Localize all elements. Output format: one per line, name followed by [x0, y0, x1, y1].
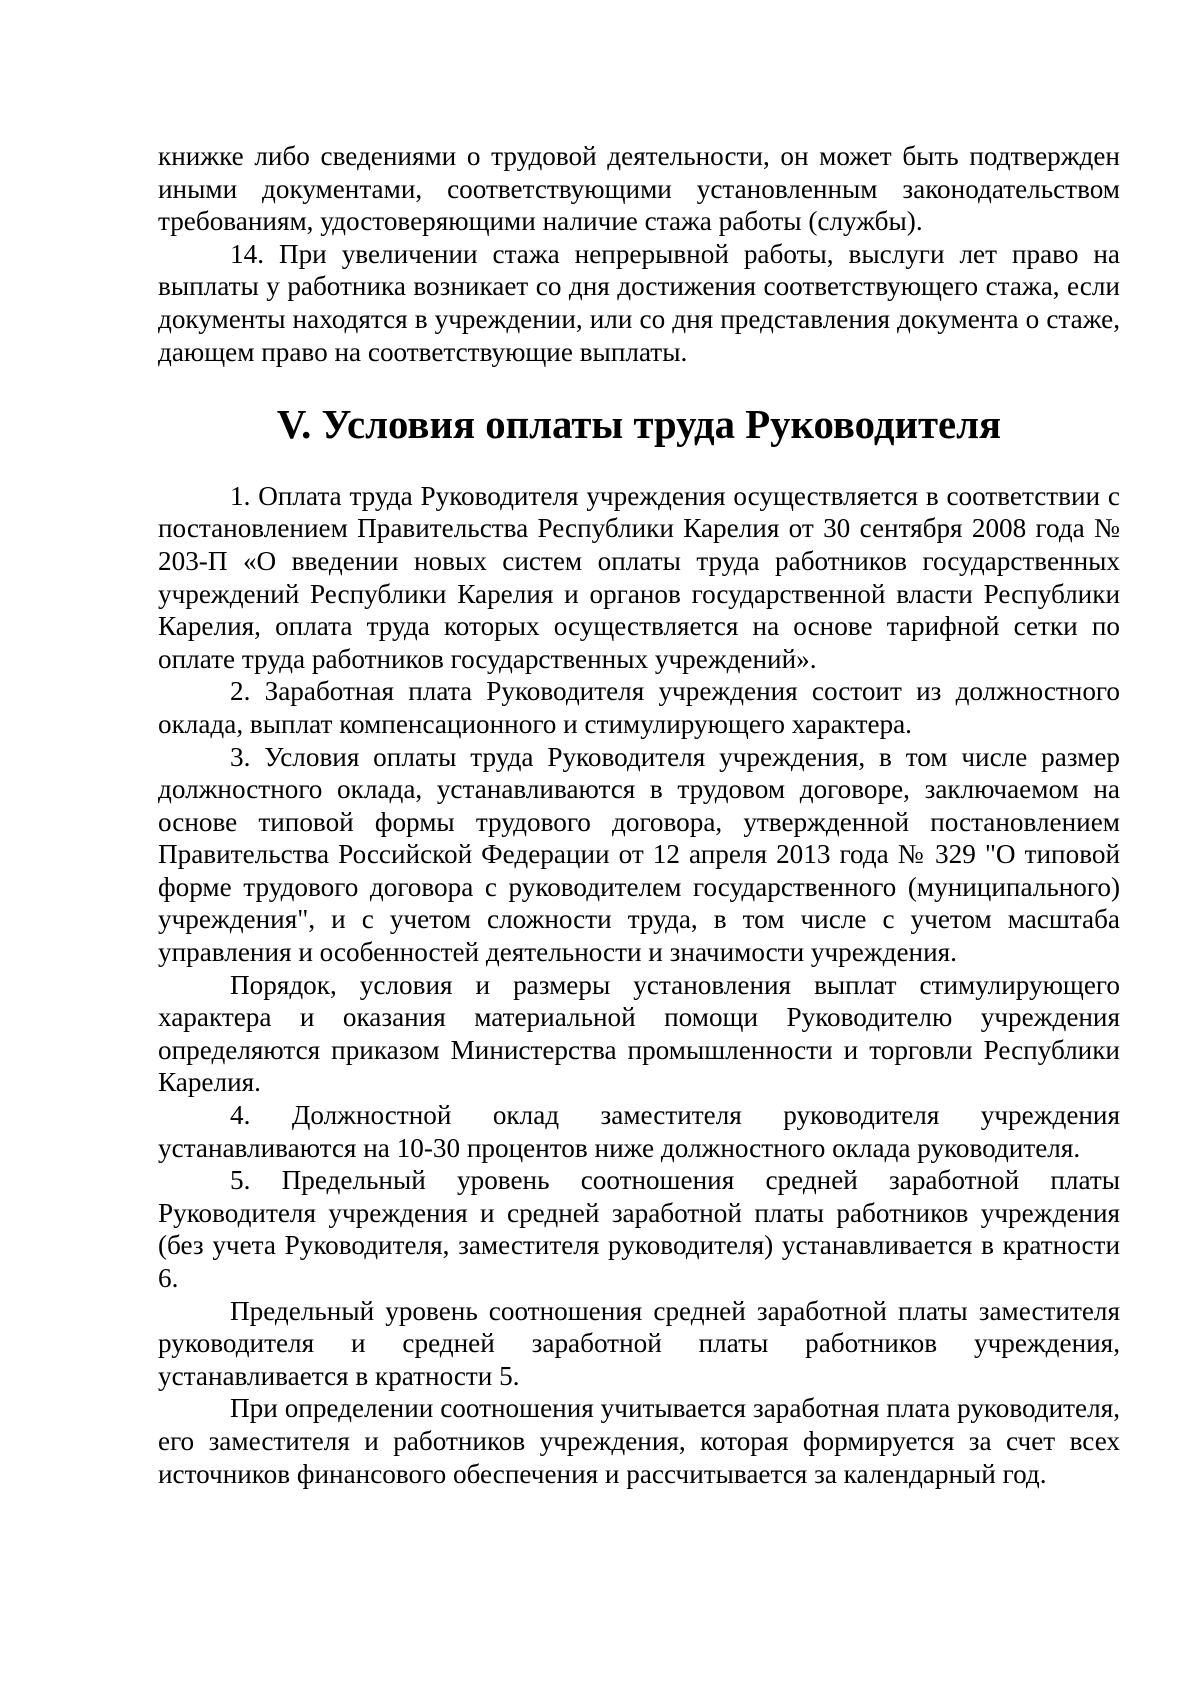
document-page — [158, 140, 1120, 1490]
paragraph-item-1: 1. Оплата труда Руководителя учреждения осуществляется в соответствии с постановлением Правительства Республики Карелия от 30 сентября 2008 года № 203-П «О введении новых систем оплаты труда работников государственных учреждений Республики Карелия и органов государственной власти Республики Карелия, оплата труда которых осуществляется на основе тарифной сетки по оплате труда работников государственных учреждений». — [158, 480, 1120, 674]
paragraph-item-14: 14. При увеличении стажа непрерывной работы, выслуги лет право на выплаты у работника возникает со дня достижения соответствующего стажа, если документы находятся в учреждении, или со дня представления документа о стаже, дающем право на соответствующие выплаты. — [158, 238, 1120, 367]
section-heading: V. Условия оплаты труда Руководителя — [276, 402, 1002, 448]
paragraph-item-2: 2. Заработная плата Руководителя учреждения состоит из должностного оклада, выплат компенсационного и стимулирующего характера. — [158, 676, 1120, 739]
paragraph-item-4: 4. Должностной оклад заместителя руководителя учреждения устанавливаются на 10-30 процентов ниже должностного оклада руководителя. — [158, 1100, 1120, 1163]
paragraph-item-5: 5. Предельный уровень соотношения средней заработной платы Руководителя учреждения и средней заработной платы работников учреждения (без учета Руководителя, заместителя руководителя) устанавливается в кратности 6. — [158, 1165, 1120, 1293]
paragraph-deputy-ratio: Предельный уровень соотношения средней заработной платы заместителя руководителя и средней заработной платы работников учреждения, устанавливается в кратности 5. — [158, 1295, 1120, 1391]
paragraph-ratio-calculation: При определении соотношения учитывается заработная плата руководителя, его заместителя и работников учреждения, которая формируется за счет всех источников финансового обеспечения и рассчитывается за календарный год. — [158, 1393, 1120, 1489]
paragraph-continuation: книжке либо сведениями о трудовой деятельности, он может быть подтвержден иными документами, соответствующими установленным законодательством требованиям, удостоверяющими наличие стажа работы (службы). — [158, 141, 1120, 237]
paragraph-item-3: 3. Условия оплаты труда Руководителя учреждения, в том числе размер должностного оклада, устанавливаются в трудовом договоре, заключаемом на основе типовой формы трудового договора, утвержденной постановлением Правительства Российской Федерации от 12 апреля 2013 года № 329 "О типовой форме трудового договора с руководителем государственного (муниципального) учреждения", и с учетом сложности труда, в том числе с учетом масштаба управления и особенностей деятельности и значимости учреждения. — [158, 741, 1120, 968]
paragraph-incentive-order: Порядок, условия и размеры установления выплат стимулирующего характера и оказания материальной помощи Руководителю учреждения определяются приказом Министерства промышленности и торговли Республики Карелия. — [158, 969, 1120, 1098]
